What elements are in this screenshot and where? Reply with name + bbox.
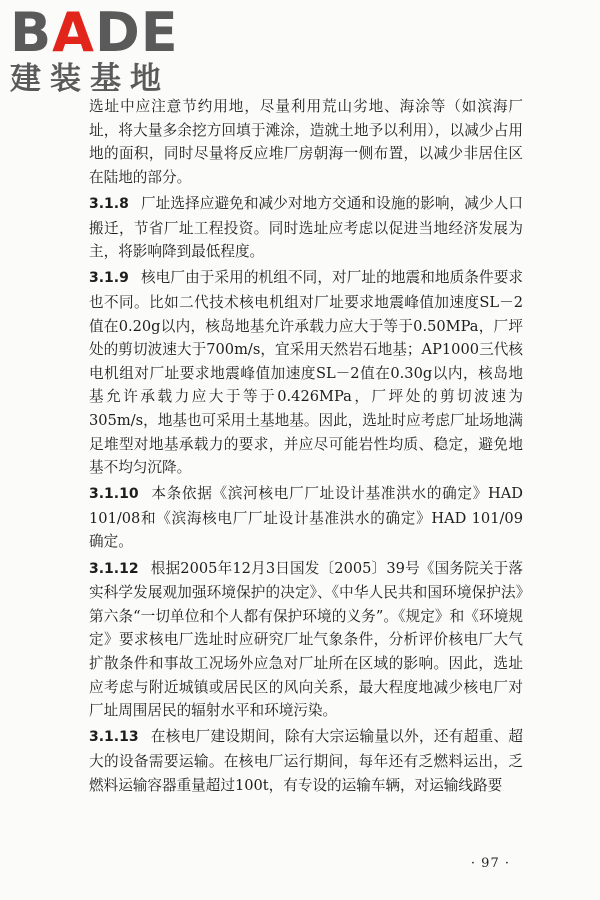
page-number: · 97 · [470,856,510,871]
clause-3-1-13 [89,725,523,797]
logo-letter-a-accent: A [52,1,95,64]
logo-letter-b: B [10,1,53,64]
clause-3-1-10 [89,482,523,554]
clause-3-1-8 [89,192,523,264]
clause-text: 在核电厂建设期间，除有大宗运输量以外，还有超重、超大的设备需要运输。在核电厂运行期间，每年还有乏燃料运出，乏燃料运输容器重量超过100t，有专设的运输车辆，对运输线路要 [89,728,523,794]
clause-number: 3.1.12 [89,560,139,577]
clause-3-1-9 [89,266,523,479]
clause-text: 本条依据《滨河核电厂厂址设计基准洪水的确定》HAD 101/08和《滨海核电厂厂址设计基准洪水的确定》HAD 101/09确定。 [89,485,523,551]
logo-letters-de: DE [94,1,179,64]
clause-number: 3.1.10 [89,486,139,503]
logo-subtitle: 建装基地 [10,61,170,97]
clause-text: 核电厂由于采用的机组不同，对厂址的地震和地质条件要求也不同。比如二代技术核电机组对厂址要求地震峰值加速度SL－2值在0.20g以内，核岛地基允许承载力应大于等于0.50MPa，厂坪处的剪切波速大于700m/s，宜采用天然岩石地基；AP1000三代核电机组对厂址要求地震峰值加速度SL－2值在0.30g以内，核岛地基允许承载力应大于等于0.426MPa，厂坪处的剪切波速为305m/s，地基也可采用土基地基。因此，选址时应考虑厂址场地满足堆型对地基承载力的要求，并应尽可能岩性均质、稳定，避免地基不均匀沉降。 [89,269,523,477]
clause-number: 3.1.8 [89,195,129,212]
brand-logo [10,1,180,97]
clause-text: 根据2005年12月3日国发〔2005〕39号《国务院关于落实科学发展观加强环境保护的决定》、《中华人民共和国环境保护法》第六条“一切单位和个人都有保护环境的义务”。《规定》和《环境规定》要求核电厂选址时应研究厂址气象条件，分析评价核电厂大气扩散条件和事故工况场外应急对厂址所在区域的影响。因此，选址应考虑与附近城镇或居民区的风向关系，最大程度地减少核电厂对厂址周围居民的辐射水平和环境污染。 [89,559,523,720]
logo-wordmark [10,1,180,64]
intro-paragraph: 选址中应注意节约用地，尽量利用荒山劣地、海涂等（如滨海厂址，将大量多余挖方回填于滩涂，造就土地予以利用），以减少占用地的面积，同时尽量将反应堆厂房朝海一侧布置，以减少非居住区在陆地的部分。 [89,98,523,186]
clause-text: 厂址选择应避免和减少对地方交通和设施的影响，减少人口搬迁，节省厂址工程投资。同时选址应考虑以促进当地经济发展为主，将影响降到最低程度。 [89,194,523,261]
clause-3-1-12 [89,557,523,723]
clause-number: 3.1.9 [89,270,129,287]
clause-number: 3.1.13 [89,729,139,746]
document-body [89,95,523,800]
